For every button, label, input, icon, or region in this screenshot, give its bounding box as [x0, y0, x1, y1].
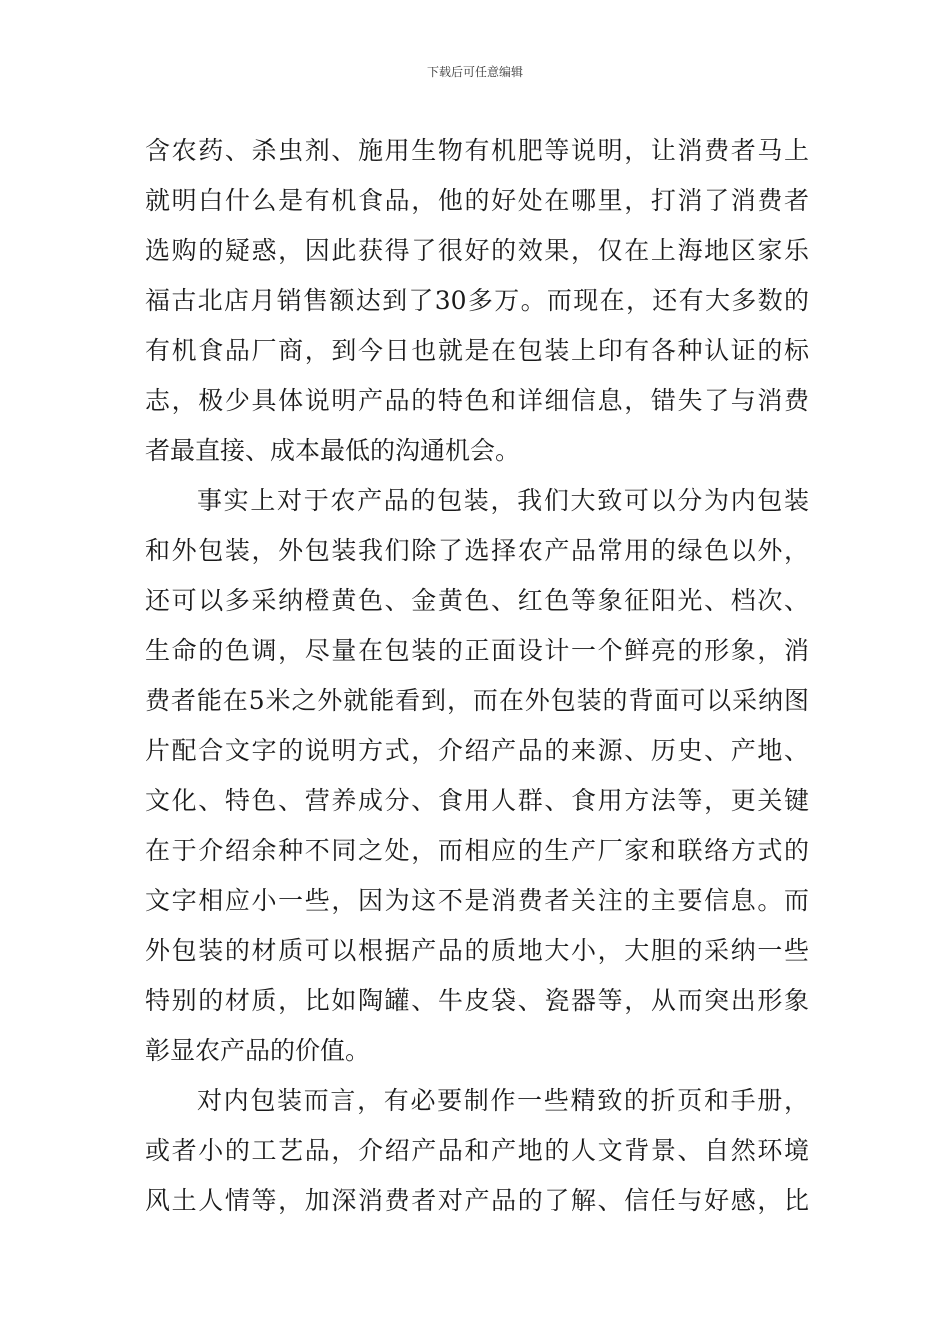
text-line: 文字相应小一些，因为这不是消费者关注的主要信息。而 — [145, 886, 809, 915]
text-line: 彰显农产品的价值。 — [145, 1036, 371, 1065]
paragraph-first-line: 事实上对于农产品的包装，我们大致可以分为内包装 — [197, 486, 809, 515]
text-line: 生命的色调，尽量在包装的正面设计一个鲜亮的形象，消 — [145, 636, 809, 665]
text-line: 风土人情等，加深消费者对产品的了解、信任与好感，比 — [145, 1186, 809, 1215]
text-line: 在于介绍余种不同之处，而相应的生产厂家和联络方式的 — [145, 836, 809, 865]
text-line: 就明白什么是有机食品，他的好处在哪里，打消了消费者 — [145, 186, 809, 215]
text-line: 片配合文字的说明方式，介绍产品的来源、历史、产地、 — [145, 736, 809, 765]
text-line: 选购的疑惑，因此获得了很好的效果，仅在上海地区家乐 — [145, 236, 809, 265]
document-body — [145, 126, 809, 1226]
text-line: 特别的材质，比如陶罐、牛皮袋、瓷器等，从而突出形象 — [145, 986, 809, 1015]
text-line: 含农药、杀虫剂、施用生物有机肥等说明，让消费者马上 — [145, 136, 809, 165]
text-line: 者最直接、成本最低的沟通机会。 — [145, 436, 521, 465]
text-line: 有机食品厂商，到今日也就是在包装上印有各种认证的标 — [145, 336, 809, 365]
page-header: 下载后可任意编辑 — [426, 65, 523, 79]
text-line: 和外包装，外包装我们除了选择农产品常用的绿色以外， — [145, 536, 809, 565]
text-line: 外包装的材质可以根据产品的质地大小，大胆的采纳一些 — [145, 936, 809, 965]
text-line: 文化、特色、营养成分、食用人群、食用方法等，更关键 — [145, 786, 809, 815]
text-line: 或者小的工艺品，介绍产品和产地的人文背景、自然环境 — [145, 1136, 809, 1165]
text-line: 费者能在5米之外就能看到，而在外包装的背面可以采纳图 — [145, 686, 809, 715]
text-line: 福古北店月销售额达到了30多万。而现在，还有大多数的 — [145, 286, 809, 315]
paragraph-first-line: 对内包装而言，有必要制作一些精致的折页和手册， — [197, 1086, 809, 1115]
text-line: 志，极少具体说明产品的特色和详细信息，错失了与消费 — [145, 386, 809, 415]
text-line: 还可以多采纳橙黄色、金黄色、红色等象征阳光、档次、 — [145, 586, 809, 615]
